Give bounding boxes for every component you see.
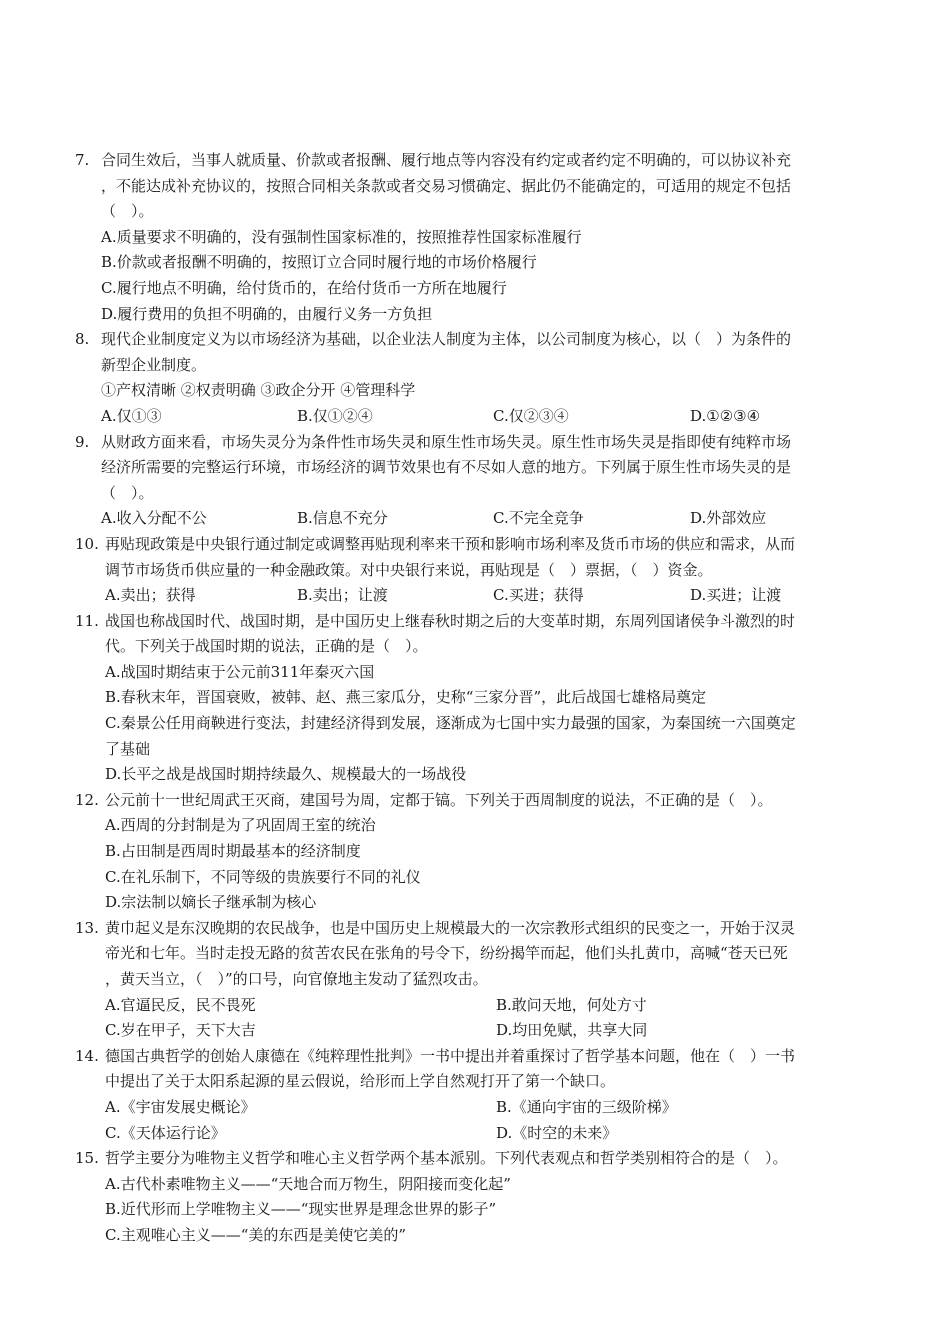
question-text: 新型企业制度。 [101, 355, 207, 374]
question-number: 15. [75, 1149, 99, 1168]
question-list [0, 148, 950, 1249]
question-statements: ①产权清晰 ②权责明确 ③政企分开 ④管理科学 [101, 381, 416, 400]
question-text: 从财政方面来看，市场失灵分为条件性市场失灵和原生性市场失灵。原生性市场失灵是指即使有纯粹市场 [101, 432, 792, 451]
question-text: 调节市场货币供应量的一种金融政策。对中央银行来说，再贴现是（ ）票据，（ ）资金。 [105, 560, 713, 579]
question-7 [0, 148, 950, 174]
option-d: D.外部效应 [690, 509, 767, 528]
option-c: C.在礼乐制下，不同等级的贵族要行不同的礼仪 [105, 867, 421, 886]
option-d: D.长平之战是战国时期持续最久、规模最大的一场战役 [105, 765, 467, 784]
question-text: 德国古典哲学的创始人康德在《纯粹理性批判》一书中提出并着重探讨了哲学基本问题，他在（ ）一书 [105, 1046, 796, 1065]
option-b: B.春秋末年，晋国衰败，被韩、赵、燕三家瓜分，史称“三家分晋”，此后战国七雄格局奠定 [105, 688, 707, 707]
option-c: C.履行地点不明确，给付货币的，在给付货币一方所在地履行 [101, 278, 507, 297]
question-text: 哲学主要分为唯物主义哲学和唯心主义哲学两个基本派别。下列代表观点和哲学类别相符合的是（ ）。 [105, 1149, 788, 1168]
option-c: C.《天体运行论》 [105, 1123, 226, 1142]
option-c: C.主观唯心主义——“美的东西是美使它美的” [105, 1225, 407, 1244]
question-number: 11. [75, 611, 99, 630]
option-b: B.敢问天地，何处方寸 [496, 995, 647, 1014]
option-d: D.均田免赋，共享大同 [496, 1021, 648, 1040]
option-c: C.仅②③④ [493, 406, 569, 425]
option-d: D.①②③④ [690, 406, 761, 425]
question-text: （ ）。 [101, 202, 154, 221]
question-text: 战国也称战国时代、战国时期，是中国历史上继春秋时期之后的大变革时期，东周列国诸侯争斗激烈的时 [105, 611, 796, 630]
question-11 [0, 609, 950, 635]
option-c: C.岁在甲子，天下大吉 [105, 1021, 256, 1040]
option-a: A.仅①③ [101, 406, 162, 425]
option-a: A.战国时期结束于公元前311年秦灭六国 [105, 662, 375, 681]
option-b: B.卖出；让渡 [297, 586, 388, 605]
question-number: 8. [75, 330, 90, 349]
option-d: D.《时空的未来》 [496, 1123, 618, 1142]
option-d: D.履行费用的负担不明确的，由履行义务一方负担 [101, 304, 433, 323]
question-text: 合同生效后，当事人就质量、价款或者报酬、履行地点等内容没有约定或者约定不明确的，可以协议补充 [101, 151, 792, 169]
option-b: B.价款或者报酬不明确的，按照订立合同时履行地的市场价格履行 [101, 253, 537, 272]
option-b: B.占田制是西周时期最基本的经济制度 [105, 842, 361, 861]
option-a: A.官逼民反，民不畏死 [105, 995, 256, 1014]
option-a: A.收入分配不公 [101, 509, 207, 528]
question-text: ，黄天当立，（ ）”的口号，向官僚地主发动了猛烈攻击。 [105, 970, 488, 988]
question-number: 14. [75, 1046, 99, 1065]
option-a: A.质量要求不明确的，没有强制性国家标准的，按照推荐性国家标准履行 [101, 227, 582, 246]
question-10 [0, 532, 950, 558]
question-14 [0, 1044, 950, 1070]
option-d: D.买进；让渡 [690, 586, 782, 605]
option-a: A.西周的分封制是为了巩固周王室的统治 [105, 816, 376, 835]
option-c-continued: 了基础 [105, 739, 151, 758]
option-a: A.《宇宙发展史概论》 [105, 1097, 256, 1116]
question-8 [0, 327, 950, 353]
question-number: 7. [75, 151, 90, 169]
option-b: B.《通向宇宙的三级阶梯》 [496, 1097, 677, 1116]
question-9 [0, 430, 950, 456]
question-number: 10. [75, 534, 99, 553]
question-text: 代。下列关于战国时期的说法，正确的是（ ）。 [105, 637, 428, 656]
question-number: 13. [75, 918, 99, 937]
question-13 [0, 916, 950, 942]
question-text: 帝光和七年。当时走投无路的贫苦农民在张角的号令下，纷纷揭竿而起，他们头扎黄巾，高喊“苍天已死 [105, 944, 788, 963]
question-text: 公元前十一世纪周武王灭商，建国号为周，定都于镐。下列关于西周制度的说法，不正确的是（ ）。 [105, 790, 773, 809]
option-c: C.买进；获得 [493, 586, 584, 605]
question-text: 现代企业制度定义为以市场经济为基础，以企业法人制度为主体，以公司制度为核心，以（ ）为条件的 [101, 330, 792, 349]
option-b: B.近代形而上学唯物主义——“现实世界是理念世界的影子” [105, 1200, 497, 1219]
question-12 [0, 788, 950, 814]
option-b: B.信息不充分 [297, 509, 388, 528]
question-text: 再贴现政策是中央银行通过制定或调整再贴现利率来干预和影响市场利率及货币市场的供应和需求，从而 [105, 534, 796, 553]
option-a: A.古代朴素唯物主义——“天地合而万物生，阴阳接而变化起” [105, 1174, 511, 1193]
option-c: C.不完全竞争 [493, 509, 584, 528]
question-text: 经济所需要的完整运行环境，市场经济的调节效果也有不尽如人意的地方。下列属于原生性市场失灵的是 [101, 458, 792, 477]
option-b: B.仅①②④ [297, 406, 373, 425]
question-number: 9. [75, 432, 90, 451]
question-number: 12. [75, 790, 99, 809]
option-c: C.秦景公任用商鞅进行变法，封建经济得到发展，逐渐成为七国中实力最强的国家，为秦国统一六国奠定 [105, 714, 796, 733]
option-d: D.宗法制以嫡长子继承制为核心 [105, 893, 317, 912]
question-15 [0, 1146, 950, 1172]
question-text: ，不能达成补充协议的，按照合同相关条款或者交易习惯确定、据此仍不能确定的，可适用的规定不包括 [101, 176, 792, 195]
question-text: 黄巾起义是东汉晚期的农民战争，也是中国历史上规模最大的一次宗教形式组织的民变之一，开始于汉灵 [105, 918, 796, 937]
option-a: A.卖出；获得 [105, 586, 196, 605]
question-text: 中提出了关于太阳系起源的星云假说，给形而上学自然观打开了第一个缺口。 [105, 1072, 616, 1091]
question-text: （ ）。 [101, 483, 154, 502]
